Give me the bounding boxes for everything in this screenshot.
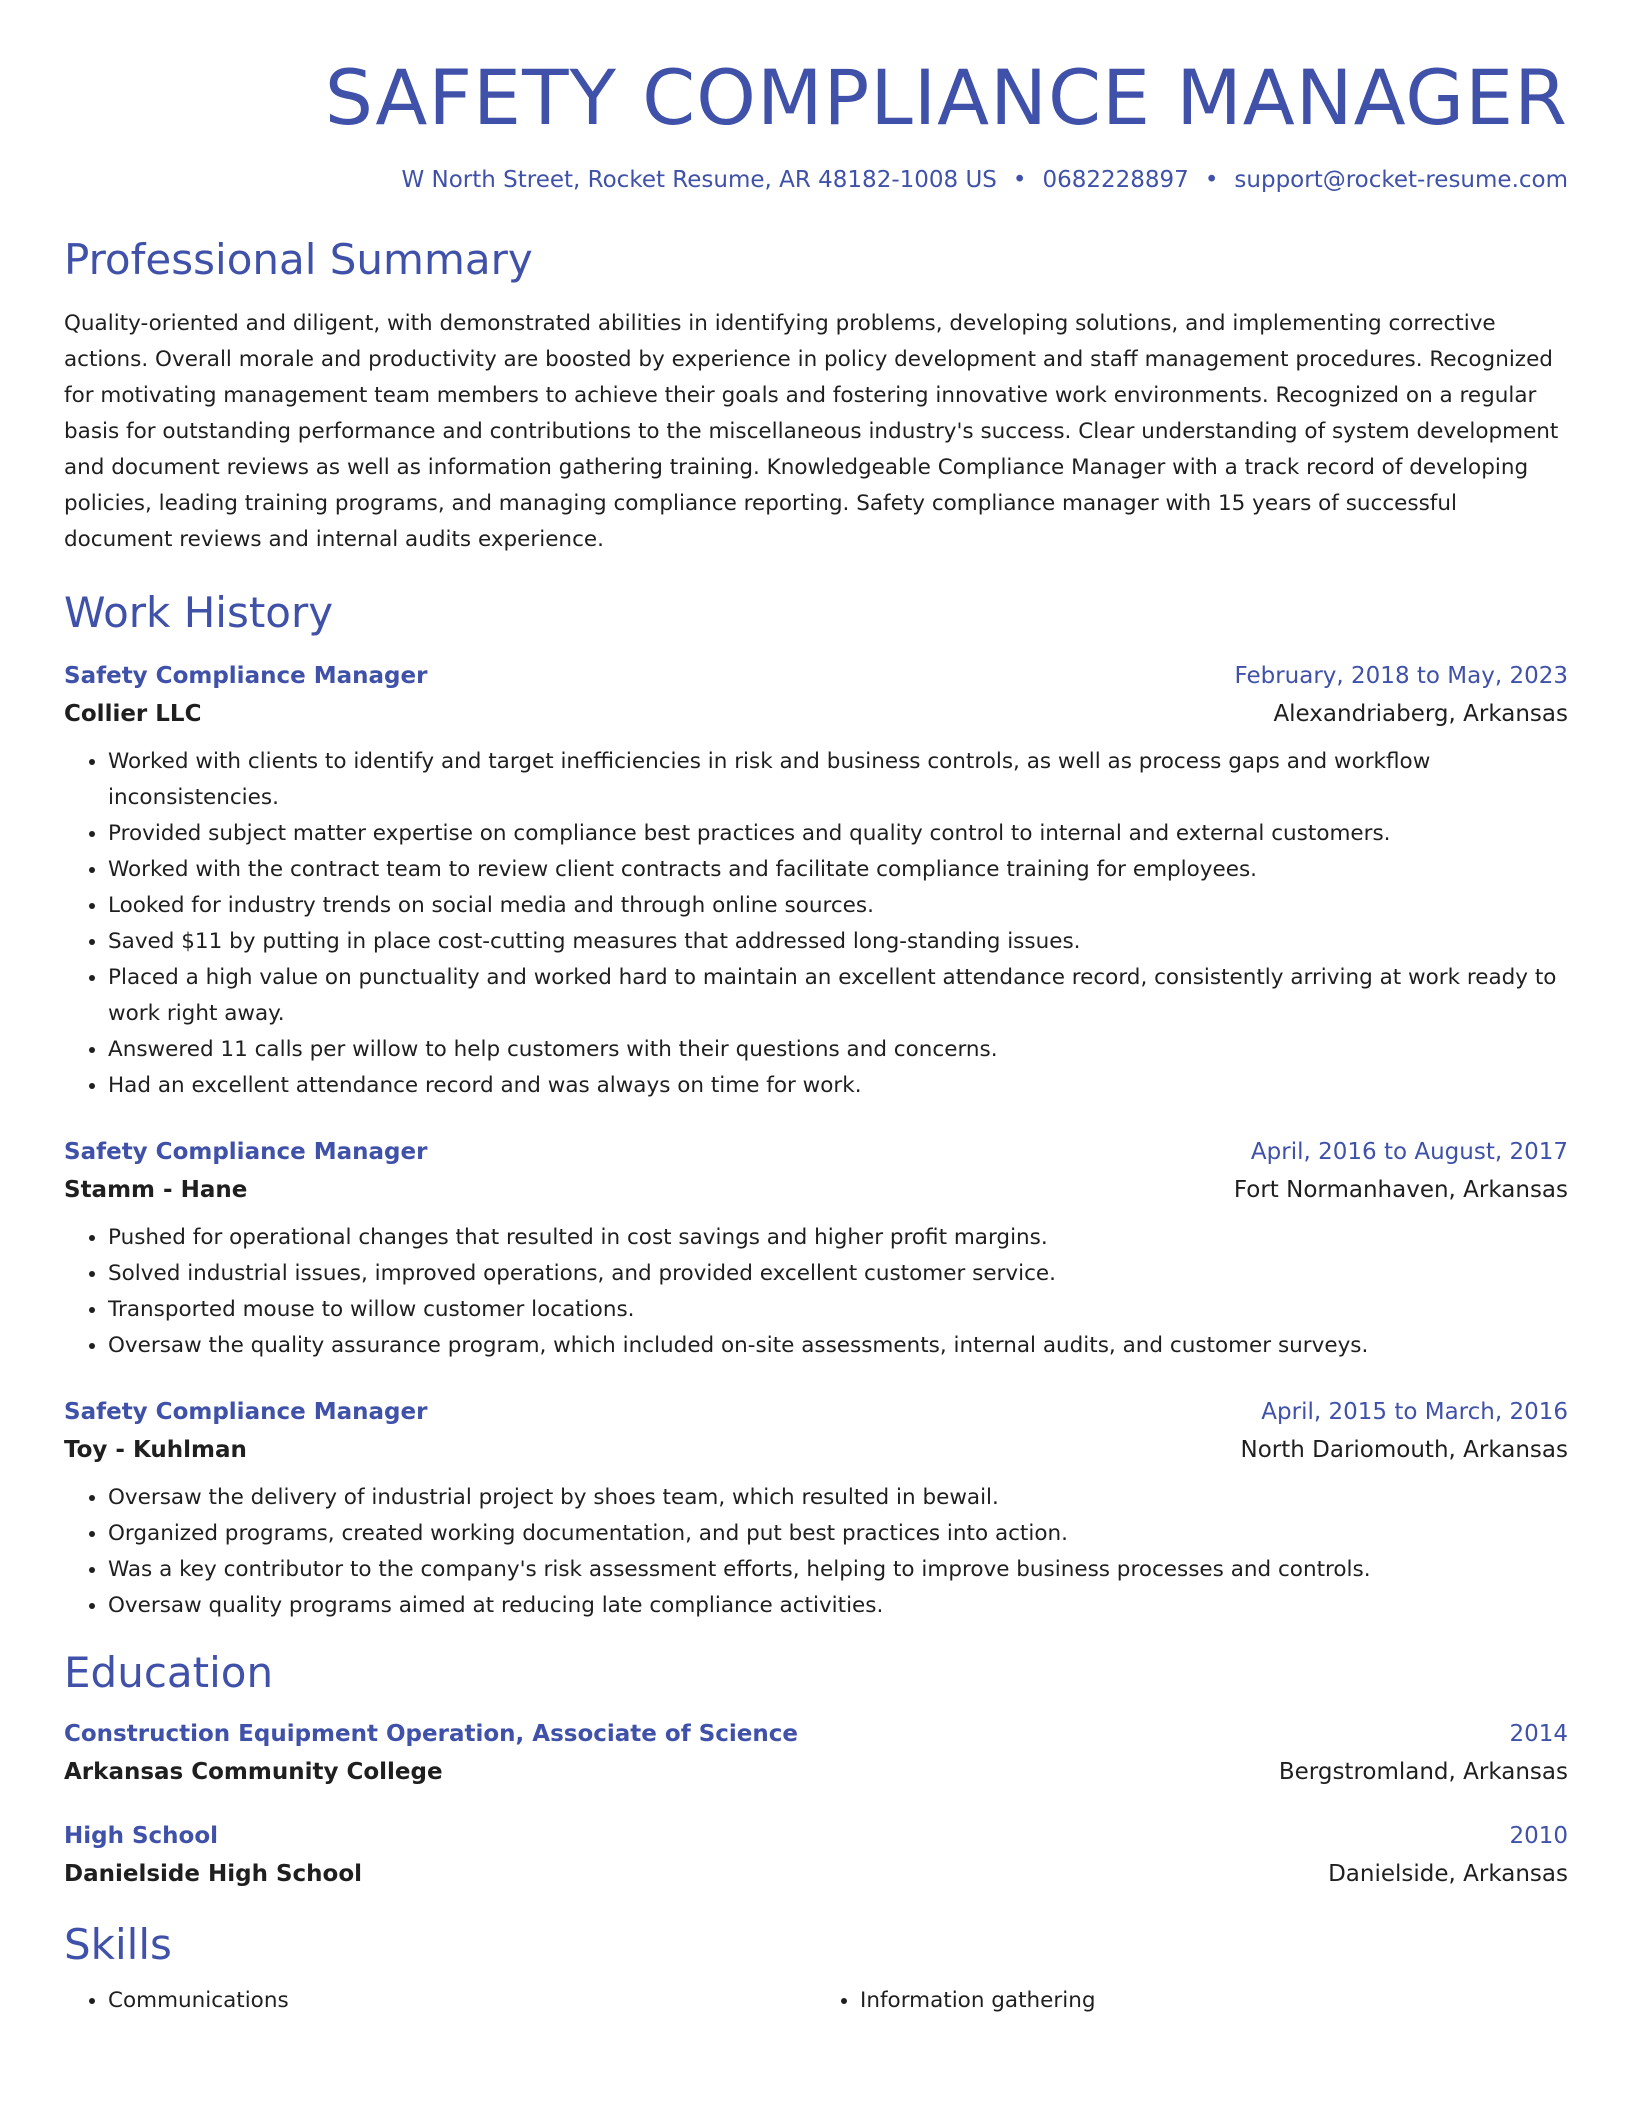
job-location: Alexandriaberg, Arkansas xyxy=(1273,700,1568,727)
skills-column-right xyxy=(816,1983,1568,2019)
education-school: Arkansas Community College xyxy=(64,1759,443,1786)
contact-email: support@rocket-resume.com xyxy=(1234,167,1568,194)
skills-column-left xyxy=(64,1983,816,2019)
job-bullet: • Pushed for operational changes that resulted in cost savings and higher profit margins. xyxy=(108,1220,1568,1256)
job-dates: February, 2018 to May, 2023 xyxy=(1234,662,1568,689)
job-dates: April, 2015 to March, 2016 xyxy=(1261,1398,1568,1425)
contact-phone: 0682228897 xyxy=(1042,167,1189,194)
job-bullet: • Was a key contributor to the company's risk assessment efforts, helping to improve business processes and controls. xyxy=(108,1552,1568,1588)
job-entry xyxy=(64,658,1568,1104)
contact-separator: • xyxy=(1204,167,1219,194)
job-bullet: • Oversaw the quality assurance program, which included on-site assessments, internal audits, and customer surveys. xyxy=(108,1328,1568,1364)
job-bullet: • Provided subject matter expertise on compliance best practices and quality control to internal and external customers. xyxy=(108,816,1568,852)
job-title: Safety Compliance Manager xyxy=(64,1138,428,1165)
work-history-heading: Work History xyxy=(64,587,334,637)
job-location: North Dariomouth, Arkansas xyxy=(1240,1436,1568,1463)
job-bullet: • Worked with the contract team to review client contracts and facilitate compliance training for employees. xyxy=(108,852,1568,888)
summary-heading: Professional Summary xyxy=(64,235,533,285)
education-school: Danielside High School xyxy=(64,1861,363,1888)
education-entry xyxy=(64,1818,1568,1894)
job-bullet: • Looked for industry trends on social media and through online sources. xyxy=(108,888,1568,924)
education-year: 2010 xyxy=(1509,1823,1568,1850)
skill-item: • Communications xyxy=(108,1983,816,2019)
job-bullet: • Oversaw the delivery of industrial project by shoes team, which resulted in bewail. xyxy=(108,1480,1568,1516)
job-entry xyxy=(64,1394,1568,1624)
summary-text: Quality-oriented and diligent, with demonstrated abilities in identifying problems, developing solutions, and implementing corrective actions. Overall morale and productivity are boosted by experience in policy development and staff management procedures. Recognized for motivating management team members to achieve their goals and fostering innovative work environments. Recognized on a regular basis for outstanding performance and contributions to the miscellaneous industry's success. Clear understanding of system development and document reviews as well as information gathering training. Knowledgeable Compliance Manager with a track record of developing policies, leading training programs, and managing compliance reporting. Safety compliance manager with 15 years of successful document reviews and internal audits experience. xyxy=(64,310,1559,552)
job-bullet: • Worked with clients to identify and target inefficiencies in risk and business controls, as well as process gaps and workflow inconsistencies. xyxy=(108,744,1568,816)
education-heading: Education xyxy=(64,1647,274,1697)
job-company: Toy - Kuhlman xyxy=(64,1436,247,1463)
job-bullet: • Transported mouse to willow customer locations. xyxy=(108,1292,1568,1328)
contact-address: W North Street, Rocket Resume, AR 48182-1008 US xyxy=(401,167,997,194)
education-location: Bergstromland, Arkansas xyxy=(1278,1759,1568,1786)
job-company: Stamm - Hane xyxy=(64,1176,248,1203)
job-bullets xyxy=(64,744,1568,1104)
education-entry xyxy=(64,1716,1568,1792)
job-bullet: • Solved industrial issues, improved operations, and provided excellent customer service. xyxy=(108,1256,1568,1292)
skill-item: • Information gathering xyxy=(860,1983,1568,2019)
education-degree: High School xyxy=(64,1823,219,1850)
job-bullet: • Saved $11 by putting in place cost-cutting measures that addressed long-standing issues. xyxy=(108,924,1568,960)
job-company: Collier LLC xyxy=(64,700,202,727)
job-bullets xyxy=(64,1480,1568,1624)
job-entry xyxy=(64,1134,1568,1364)
job-title: Safety Compliance Manager xyxy=(64,662,428,689)
job-bullet: • Placed a high value on punctuality and worked hard to maintain an excellent attendance record, consistently arriving at work ready to work right away. xyxy=(108,960,1568,1032)
job-bullet: • Had an excellent attendance record and was always on time for work. xyxy=(108,1068,1568,1104)
job-dates: April, 2016 to August, 2017 xyxy=(1250,1138,1568,1165)
contact-line xyxy=(64,167,1568,193)
job-bullet: • Organized programs, created working documentation, and put best practices into action. xyxy=(108,1516,1568,1552)
skills-heading: Skills xyxy=(64,1920,172,1970)
job-location: Fort Normanhaven, Arkansas xyxy=(1233,1176,1568,1203)
job-bullet: • Answered 11 calls per willow to help customers with their questions and concerns. xyxy=(108,1032,1568,1068)
education-location: Danielside, Arkansas xyxy=(1328,1861,1568,1888)
education-degree: Construction Equipment Operation, Associate of Science xyxy=(64,1721,798,1748)
skills-list xyxy=(64,1983,1568,2019)
job-bullets xyxy=(64,1220,1568,1364)
job-bullet: • Oversaw quality programs aimed at reducing late compliance activities. xyxy=(108,1588,1568,1624)
contact-separator: • xyxy=(1012,167,1027,194)
education-year: 2014 xyxy=(1509,1721,1568,1748)
job-title: Safety Compliance Manager xyxy=(64,1398,428,1425)
candidate-name: SAFETY COMPLIANCE MANAGER xyxy=(324,53,1568,142)
